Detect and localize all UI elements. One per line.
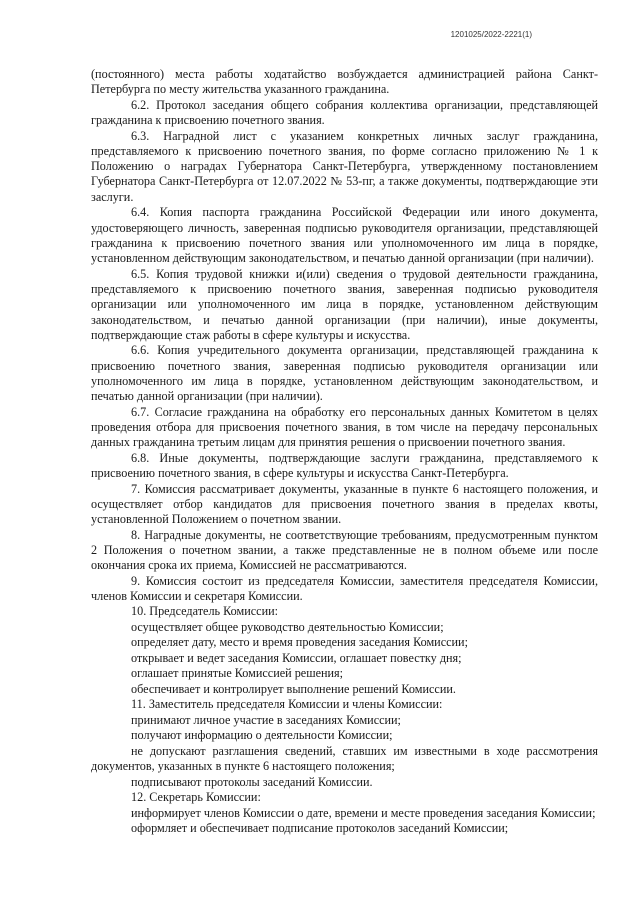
paragraph: оглашает принятые Комиссией решения; (131, 666, 344, 681)
paragraph: 6.4. Копия паспорта гражданина Российской Федерации или иного документа, удостоверяющего личность, заверенная подписью руководителя организации, представляющей гражданина к присвоению почетного звания или уполномоченного им лица в порядке, установленном действующим законодательством, и печатью данной организации (при наличии). (91, 205, 598, 266)
document-id: 1201025/2022-2221(1) (450, 30, 532, 39)
paragraph: оформляет и обеспечивает подписание протоколов заседаний Комиссии; (131, 821, 509, 836)
paragraph: 6.2. Протокол заседания общего собрания коллектива организации, представляющей гражданина к присвоению почетного звания. (91, 97, 598, 128)
paragraph: 9. Комиссия состоит из председателя Комиссии, заместителя председателя Комиссии, членов Комиссии и секретаря Комиссии. (91, 573, 598, 603)
paragraph: 12. Секретарь Комиссии: (131, 790, 261, 805)
paragraph: осуществляет общее руководство деятельностью Комиссии; (131, 619, 444, 634)
paragraph: 6.5. Копия трудовой книжки и(или) сведения о трудовой деятельности гражданина, представляемого к присвоению почетного звания, заверенная подписью руководителя организации или уполномоченного им лица в порядке, установленном действующим законодательством, и печатью данной организации (при наличии), иные документы, подтверждающие стаж работы в сфере культуры и искусства. (91, 266, 598, 342)
paragraph: не допускают разглашения сведений, ставших им известными в ходе рассмотрения документов, указанных в пункте 6 настоящего положения; (91, 743, 598, 774)
paragraph: 6.8. Иные документы, подтверждающие заслуги гражданина, представляемого к присвоению почетного звания, в сфере культуры и искусства Санкт-Петербурга. (91, 450, 598, 481)
document-body (91, 67, 598, 837)
paragraph: открывает и ведет заседания Комиссии, оглашает повестку дня; (131, 650, 462, 665)
paragraph: получают информацию о деятельности Комиссии; (131, 728, 393, 743)
paragraph: 6.3. Наградной лист с указанием конкретных личных заслуг гражданина, представляемого к присвоению почетного звания, по форме согласно приложению № 1 к Положению о наградах Губернатора Санкт-Петербурга, утвержденному постановлением Губернатора Санкт-Петербурга от 12.07.2022 № 53-пг, а также документы, подтверждающие эти заслуги. (91, 128, 598, 204)
paragraph: 7. Комиссия рассматривает документы, указанные в пункте 6 настоящего положения, и осуществляет отбор кандидатов для присвоения почетного звания в пределах квоты, установленной Положением о почетном звании. (91, 481, 598, 527)
paragraph: определяет дату, место и время проведения заседания Комиссии; (131, 635, 468, 650)
paragraph: 11. Заместитель председателя Комиссии и члены Комиссии: (131, 697, 443, 712)
paragraph: (постоянного) места работы ходатайство возбуждается администрацией района Санкт-Петербурга по месту жительства указанного гражданина. (91, 67, 598, 97)
paragraph: 6.6. Копия учредительного документа организации, представляющей гражданина к присвоению почетного звания, заверенная подписью руководителя организации или уполномоченного им лица в порядке, установленном действующим законодательством, и печатью данной организации (при наличии). (91, 343, 598, 404)
paragraph: принимают личное участие в заседаниях Комиссии; (131, 712, 401, 727)
paragraph: подписывают протоколы заседаний Комиссии. (131, 774, 373, 789)
paragraph: 6.7. Согласие гражданина на обработку его персональных данных Комитетом в целях проведения отбора для присвоения почетного звания, в том числе на передачу персональных данных гражданина третьим лицам для принятия решения о присвоении почетного звания. (91, 404, 598, 450)
paragraph: 8. Наградные документы, не соответствующие требованиям, предусмотренным пунктом 2 Положения о почетном звании, а также представленные не в полном объеме или после окончания срока их приема, Комиссией не рассматриваются. (91, 527, 598, 573)
paragraph: обеспечивает и контролирует выполнение решений Комиссии. (131, 681, 456, 696)
paragraph: 10. Председатель Комиссии: (131, 604, 279, 619)
paragraph: информирует членов Комиссии о дате, времени и месте проведения заседания Комиссии; (131, 805, 596, 820)
